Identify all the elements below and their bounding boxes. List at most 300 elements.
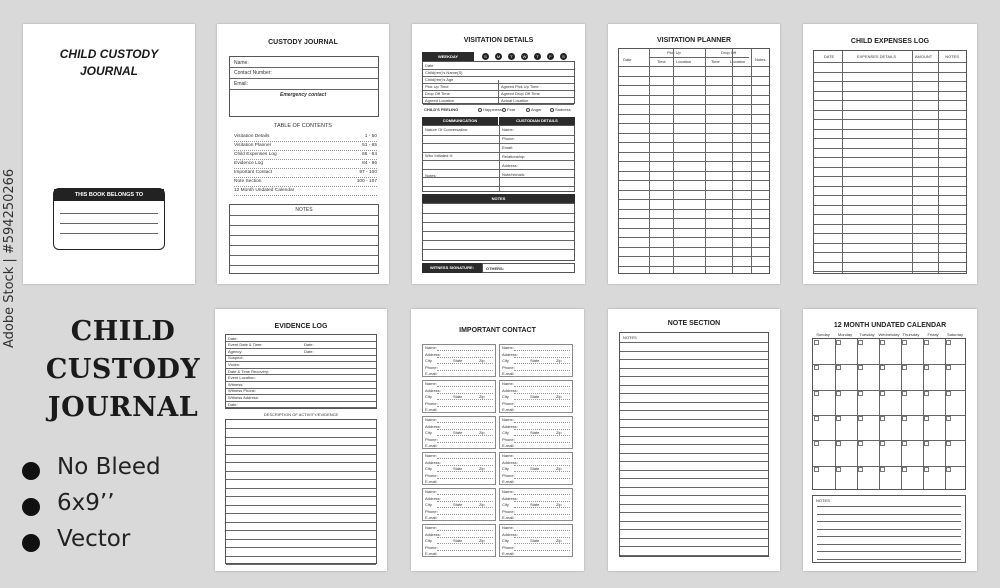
contact-card: [499, 524, 573, 557]
evidence-field-label: Victim:: [228, 361, 240, 367]
belongs-to-label: THIS BOOK BELONGS TO: [54, 189, 164, 201]
row-line: [620, 444, 768, 445]
state-label: State: [453, 538, 463, 543]
email-field: Email:: [234, 81, 248, 87]
name-field: Name:: [234, 60, 249, 66]
notes-label: NOTES: [623, 335, 637, 340]
weekday-dot[interactable]: W: [522, 54, 527, 59]
feeling-option: Fear: [507, 107, 516, 112]
contact-field-label: City: [425, 358, 432, 363]
comm-field-label: Notes:: [425, 173, 437, 178]
row-line: [226, 496, 376, 497]
expenses-log-page: [803, 24, 977, 284]
date-box: [902, 365, 907, 370]
column-header: AMOUNT: [914, 54, 933, 59]
row-line: [437, 543, 493, 544]
evidence-field-label: Date:: [304, 348, 314, 354]
weekday-label: WEEKDAY: [422, 52, 474, 61]
contact-field-label: Phone:: [502, 436, 515, 442]
row-line: [620, 410, 768, 411]
row-line: [437, 370, 493, 371]
row-line: [437, 350, 493, 351]
contact-field-label: Address:: [502, 387, 518, 393]
row-line: [817, 544, 961, 545]
row-line: [620, 393, 768, 394]
row-line: [423, 186, 574, 187]
contact-card: [499, 344, 573, 377]
date-box: [858, 365, 863, 370]
row-line: [437, 556, 493, 557]
row-line: [514, 556, 570, 557]
zip-label: Zip: [556, 538, 562, 543]
col-date: Date: [623, 57, 632, 62]
row-line: [620, 427, 768, 428]
row-line: [514, 530, 570, 531]
evidence-details-box: [225, 334, 377, 409]
state-label: State: [453, 502, 463, 507]
date-box: [946, 365, 951, 370]
contact-field-label: E-mail:: [425, 407, 438, 412]
day-header: Sunday: [816, 332, 830, 337]
row-line: [437, 363, 493, 364]
contact-box: [229, 56, 379, 117]
contact-field-label: E-mail:: [425, 551, 438, 556]
contact-field-label: Name:: [425, 345, 437, 350]
row-line: [619, 209, 769, 210]
evidence-field-label: Date & Time Recovery:: [228, 368, 270, 374]
contact-card: [422, 380, 496, 413]
contact-field-label: Address:: [425, 495, 441, 501]
row-line: [814, 81, 966, 82]
row-line: [619, 104, 769, 105]
page-title: VISITATION DETAILS: [463, 37, 534, 44]
row-line: [620, 453, 768, 454]
state-label: State: [453, 358, 463, 363]
contact-field-label: Phone:: [502, 400, 515, 406]
custody-journal-page: [217, 24, 389, 284]
notes-label: NOTES: [295, 207, 313, 213]
contact-field-label: Address:: [425, 387, 441, 393]
row-line: [226, 539, 376, 540]
row-line: [620, 461, 768, 462]
contact-field-label: Name:: [425, 489, 437, 494]
toc-pages: 97 - 100: [359, 170, 377, 175]
communication-box: [422, 125, 575, 192]
row-line: [620, 342, 768, 343]
contact-field-label: Address:: [502, 351, 518, 357]
row-line: [814, 262, 966, 263]
custodian-field-label: Name:: [502, 127, 514, 132]
row-line: [817, 521, 961, 522]
childs-feeling-label: CHILD'S FEELING: [424, 107, 459, 112]
toc-item: Evidence Log: [234, 161, 264, 166]
date-box: [924, 467, 929, 472]
evidence-field-label: Date:: [228, 401, 238, 407]
cover-title-line-1: CHILD CUSTODY: [59, 47, 159, 61]
date-box: [814, 365, 819, 370]
calendar-grid: [812, 338, 966, 490]
contact-field-label: E-mail:: [425, 515, 438, 520]
row-line: [619, 66, 769, 67]
row-line: [514, 435, 570, 436]
row-line: [814, 195, 966, 196]
custodian-field-label: Email:: [502, 145, 514, 150]
row-line: [814, 129, 966, 130]
row-line: [620, 385, 768, 386]
row-line: [619, 114, 769, 115]
contact-number-field: Contact Number:: [234, 70, 272, 76]
visitation-planner-page: [608, 24, 780, 284]
zip-label: Zip: [479, 466, 485, 471]
date-box: [836, 467, 841, 472]
row-line: [619, 85, 769, 86]
row-line: [514, 471, 570, 472]
notes-box: [229, 204, 379, 274]
feeling-option: Happiness: [483, 107, 502, 112]
zip-label: Zip: [556, 502, 562, 507]
row-line: [814, 224, 966, 225]
visit-field-label: Agreed Location: [425, 98, 455, 103]
row-line: [514, 363, 570, 364]
zip-label: Zip: [556, 394, 562, 399]
contact-field-label: City: [425, 502, 432, 507]
row-line: [437, 550, 493, 551]
contact-field-label: Name:: [425, 381, 437, 386]
toc-item: Important Contact: [234, 170, 273, 175]
evidence-field-label: Date:: [228, 335, 238, 341]
row-line: [620, 495, 768, 496]
page-title: CUSTODY JOURNAL: [268, 39, 338, 46]
row-line: [423, 169, 574, 170]
state-label: State: [453, 394, 463, 399]
radio-icon[interactable]: [550, 108, 554, 112]
col-time: Time: [711, 59, 720, 64]
feature-size: 6x9’’: [57, 490, 115, 516]
visit-field-label: Date: [425, 63, 434, 68]
contact-field-label: E-mail:: [425, 479, 438, 484]
date-box: [836, 416, 841, 421]
row-line: [620, 419, 768, 420]
row-line: [619, 142, 769, 143]
state-label: State: [530, 394, 540, 399]
contact-field-label: E-mail:: [502, 515, 515, 520]
toc-leader: [234, 195, 377, 196]
contact-field-label: Address:: [502, 459, 518, 465]
contact-field-label: Phone:: [425, 364, 438, 370]
row-line: [814, 138, 966, 139]
evidence-field-label: Agency:: [228, 348, 243, 354]
row-line: [620, 512, 768, 513]
contact-field-label: City: [425, 538, 432, 543]
date-box: [858, 391, 863, 396]
date-box: [814, 391, 819, 396]
row-line: [423, 177, 574, 178]
date-box: [814, 441, 819, 446]
row-line: [437, 520, 493, 521]
row-line: [620, 504, 768, 505]
contact-card: [499, 380, 573, 413]
notes-lines: [422, 203, 575, 261]
date-box: [836, 365, 841, 370]
visit-field-label: Agreed Pick Up Time: [501, 84, 539, 89]
day-header: Friday: [927, 332, 939, 337]
toc-item: Child Expenses Log: [234, 152, 277, 157]
contact-field-label: Name:: [502, 345, 514, 350]
visit-field-label: Drop Off Time: [425, 91, 450, 96]
date-box: [880, 416, 885, 421]
bullet-icon: [22, 534, 40, 552]
description-label: DESCRIPTION OF ACTIVITY/EVIDENCE: [263, 412, 339, 417]
visit-field-label: Child(ren)'s Age: [425, 77, 454, 82]
stock-watermark: Adobe Stock | #594250266: [2, 168, 17, 348]
date-box: [902, 340, 907, 345]
toc-leader: [234, 141, 377, 142]
date-box: [924, 365, 929, 370]
zip-label: Zip: [479, 358, 485, 363]
row-line: [437, 530, 493, 531]
contact-card: [499, 416, 573, 449]
contact-card: [499, 452, 573, 485]
row-line: [817, 506, 961, 507]
contact-field-label: E-mail:: [502, 551, 515, 556]
note-section-page: [608, 309, 780, 571]
zip-label: Zip: [479, 502, 485, 507]
contact-field-label: City: [425, 394, 432, 399]
row-line: [817, 514, 961, 515]
col-location: Location: [730, 59, 746, 64]
contact-field-label: Phone:: [425, 472, 438, 478]
col-pick-up: Pick Up: [667, 50, 681, 55]
radio-icon[interactable]: [478, 108, 482, 112]
radio-icon[interactable]: [502, 108, 506, 112]
row-line: [226, 488, 376, 489]
contact-field-label: Phone:: [425, 436, 438, 442]
contact-card: [422, 344, 496, 377]
toc-pages: 51 - 65: [362, 143, 377, 148]
row-line: [226, 381, 376, 382]
contact-field-label: City: [502, 430, 509, 435]
row-line: [620, 351, 768, 352]
contact-field-label: Address:: [425, 351, 441, 357]
custodian-details-header: CUSTODIAN DETAILS: [499, 117, 575, 125]
belongs-to-box: [53, 188, 165, 250]
row-line: [514, 399, 570, 400]
cover-title-line-2: JOURNAL: [79, 64, 138, 78]
row-line: [814, 100, 966, 101]
contact-field-label: Name:: [502, 417, 514, 422]
row-line: [514, 406, 570, 407]
toc-leader: [234, 186, 377, 187]
row-line: [226, 437, 376, 438]
feature-no-bleed: No Bleed: [57, 454, 161, 480]
notes-header: NOTES: [422, 194, 575, 203]
weekday-dot[interactable]: T: [534, 53, 541, 60]
row-line: [814, 214, 966, 215]
promo-title-line-1: CHILD: [70, 316, 176, 347]
date-box: [880, 441, 885, 446]
row-line: [814, 91, 966, 92]
date-box: [902, 416, 907, 421]
communication-header: COMMUNICATION: [422, 117, 498, 125]
feeling-option: Anger: [531, 107, 542, 112]
radio-icon[interactable]: [526, 108, 530, 112]
evidence-field-label: Event Location:: [228, 375, 256, 381]
contact-field-label: E-mail:: [502, 371, 515, 376]
row-line: [437, 507, 493, 508]
row-line: [619, 161, 769, 162]
row-line: [814, 157, 966, 158]
row-line: [620, 546, 768, 547]
contact-field-label: City: [425, 430, 432, 435]
contact-field-label: E-mail:: [502, 407, 515, 412]
column-header: DATE: [823, 54, 835, 59]
contact-field-label: Name:: [502, 489, 514, 494]
contact-field-label: Phone:: [502, 508, 515, 514]
cover-page: [23, 24, 195, 284]
row-line: [226, 454, 376, 455]
evidence-log-page: [215, 309, 387, 571]
row-line: [620, 521, 768, 522]
toc-title: TABLE OF CONTENTS: [274, 123, 332, 129]
contact-field-label: Address:: [502, 423, 518, 429]
row-line: [620, 529, 768, 530]
row-line: [619, 152, 769, 153]
row-line: [437, 514, 493, 515]
date-box: [902, 391, 907, 396]
contact-field-label: City: [502, 538, 509, 543]
row-line: [620, 538, 768, 539]
row-line: [226, 505, 376, 506]
custodian-field-label: Address:: [502, 163, 518, 168]
date-box: [836, 340, 841, 345]
row-line: [226, 471, 376, 472]
date-box: [880, 365, 885, 370]
col-line: [938, 51, 939, 273]
row-line: [620, 470, 768, 471]
zip-label: Zip: [479, 538, 485, 543]
contact-field-label: E-mail:: [425, 443, 438, 448]
row-line: [814, 271, 966, 272]
visit-field-label: Child(ren)'s Name(S): [425, 70, 463, 75]
weekday-dot[interactable]: F: [547, 53, 554, 60]
row-line: [226, 479, 376, 480]
row-line: [817, 559, 961, 560]
row-line: [226, 401, 376, 402]
date-box: [924, 441, 929, 446]
evidence-field-label: Witness Address:: [228, 394, 259, 400]
promo-title-line-3: JOURNAL: [47, 392, 199, 423]
calendar-notes-box: [812, 495, 966, 563]
row-line: [619, 171, 769, 172]
row-line: [514, 520, 570, 521]
date-box: [946, 391, 951, 396]
page-title: IMPORTANT CONTACT: [459, 327, 536, 334]
row-line: [226, 361, 376, 362]
page-title: 12 MONTH UNDATED CALENDAR: [833, 322, 947, 329]
row-line: [226, 348, 376, 349]
emergency-contact-label: Emergency contact: [280, 92, 327, 98]
contact-field-label: Phone:: [502, 544, 515, 550]
day-header: Monday: [837, 332, 853, 337]
contact-field-label: Address:: [425, 459, 441, 465]
toc-item: Visitation Details: [234, 134, 270, 139]
row-line: [514, 442, 570, 443]
row-line: [619, 76, 769, 77]
contact-field-label: City: [425, 466, 432, 471]
state-label: State: [530, 430, 540, 435]
custodian-field-label: Phone:: [502, 136, 515, 141]
row-line: [619, 247, 769, 248]
important-contact-page: [411, 309, 584, 571]
date-box: [814, 340, 819, 345]
date-box: [880, 391, 885, 396]
description-lines: [225, 419, 377, 564]
col-drop-off: Drop Off: [721, 50, 737, 55]
contact-card: [422, 452, 496, 485]
weekday-dot[interactable]: S: [482, 53, 489, 60]
row-line: [814, 167, 966, 168]
toc-item: Visitation Planner: [234, 143, 272, 148]
weekday-dot[interactable]: M: [496, 54, 501, 59]
page-title: CHILD EXPENSES LOG: [850, 38, 930, 45]
row-line: [226, 530, 376, 531]
evidence-field-label: Suspect:: [228, 355, 244, 361]
weekday-dot[interactable]: S: [560, 53, 567, 60]
row-line: [814, 72, 966, 73]
row-line: [620, 376, 768, 377]
col-location: Location: [676, 59, 692, 64]
date-box: [902, 467, 907, 472]
toc-pages: 100 - 107: [356, 179, 377, 184]
row-line: [814, 148, 966, 149]
row-line: [619, 199, 769, 200]
row-line: [437, 448, 493, 449]
row-line: [514, 376, 570, 377]
contact-field-label: Name:: [425, 453, 437, 458]
weekday-dot[interactable]: T: [508, 53, 515, 60]
contact-field-label: Address:: [502, 495, 518, 501]
row-line: [514, 448, 570, 449]
state-label: State: [453, 466, 463, 471]
row-line: [620, 487, 768, 488]
row-line: [514, 550, 570, 551]
comm-field-label: Nature Of Conversation:: [425, 127, 469, 132]
row-line: [226, 522, 376, 523]
contact-field-label: Name:: [502, 381, 514, 386]
date-box: [880, 340, 885, 345]
contact-field-label: City: [502, 358, 509, 363]
contact-field-label: E-mail:: [502, 443, 515, 448]
contact-field-label: Phone:: [502, 364, 515, 370]
date-box: [946, 441, 951, 446]
row-line: [814, 186, 966, 187]
date-box: [902, 441, 907, 446]
contact-card: [422, 524, 496, 557]
custodian-field-label: Note/remark:: [502, 172, 526, 177]
row-line: [226, 428, 376, 429]
visit-field-label: Actual Location: [501, 98, 529, 103]
feature-vector: Vector: [57, 526, 131, 552]
col-line: [842, 51, 843, 273]
contact-card: [422, 488, 496, 521]
state-label: State: [530, 538, 540, 543]
row-line: [226, 407, 376, 408]
toc-item: Note Section: [234, 179, 262, 184]
row-line: [649, 57, 749, 58]
column-header: NOTES: [945, 54, 959, 59]
evidence-field-label: Witness Phone:: [228, 388, 257, 394]
contact-field-label: E-mail:: [502, 479, 515, 484]
